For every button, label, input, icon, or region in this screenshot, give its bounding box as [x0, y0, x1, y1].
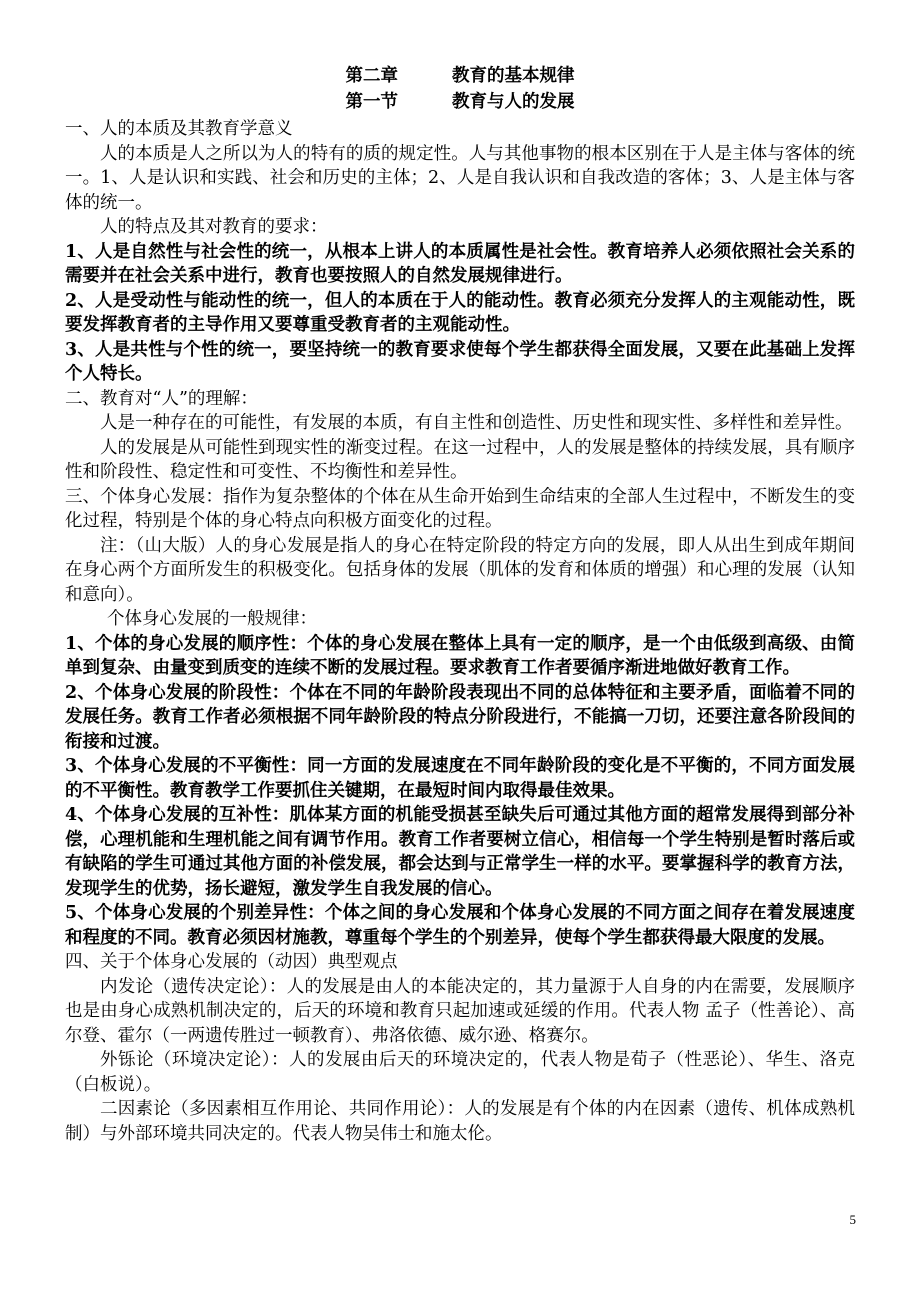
paragraph: 人是一种存在的可能性，有发展的本质，有自主性和创造性、历史性和现实性、多样性和差异性。	[100, 413, 853, 433]
list-item: 2、人是受动性与能动性的统一，但人的本质在于人的能动性。教育必须充分发挥人的主观能动性，既要发挥教育者的主导作用又要尊重受教育者的主观能动性。	[65, 290, 855, 335]
page-number: 5	[849, 1212, 856, 1227]
list-item: 2、个体身心发展的阶段性：个体在不同的年龄阶段表现出不同的总体特征和主要矛盾，面临着不同的发展任务。教育工作者必须根据不同年龄阶段的特点分阶段进行，不能搞一刀切，还要注意各阶段间的衔接和过渡。	[65, 682, 855, 752]
heading-1: 一、人的本质及其教育学意义	[65, 119, 293, 139]
paragraph: 人的发展是从可能性到现实性的渐变过程。在这一过程中，人的发展是整体的持续发展，具有顺序性和阶段性、稳定性和可变性、不均衡性和差异性。	[65, 437, 855, 482]
list-item: 3、个体身心发展的不平衡性：同一方面的发展速度在不同年龄阶段的变化是不平衡的，不同方面发展的不平衡性。教育教学工作要抓住关键期，在最短时间内取得最佳效果。	[65, 756, 855, 801]
body-text	[65, 117, 855, 1146]
paragraph: 内发论（遗传决定论）：人的发展是由人的本能决定的，其力量源于人自身的内在需要，发展顺序也是由身心成熟机制决定的，后天的环境和教育只起加速或延缓的作用。代表人物 孟子（性善论）、高尔登、霍尔（一两遗传胜过一顿教育）、弗洛依德、威尔逊、格赛尔。	[65, 976, 855, 1046]
paragraph: 外铄论（环境决定论）：人的发展由后天的环境决定的，代表人物是荀子（性恶论）、华生、洛克（白板说）。	[65, 1050, 855, 1095]
paragraph: 人的本质是人之所以为人的特有的质的规定性。人与其他事物的根本区别在于人是主体与客体的统一。1、人是认识和实践、社会和历史的主体；2、人是自我认识和自我改造的客体；3、人是主体与客体的统一。	[65, 143, 855, 213]
chapter-label: 第二章	[345, 66, 398, 86]
list-item: 5、个体身心发展的个别差异性：个体之间的身心发展和个体身心发展的不同方面之间存在着发展速度和程度的不同。教育必须因材施教，尊重每个学生的个别差异，使每个学生都获得最大限度的发展。	[65, 903, 855, 948]
heading-4: 四、关于个体身心发展的（动因）典型观点	[65, 952, 398, 972]
subheading: 人的特点及其对教育的要求：	[100, 217, 328, 237]
heading-3: 三、个体身心发展：指作为复杂整体的个体在从生命开始到生命结束的全部人生过程中，不断发生的变化过程，特别是个体的身心特点向积极方面变化的过程。	[65, 486, 855, 531]
heading-2: 二、教育对“人”的理解：	[65, 388, 258, 409]
list-item: 1、个体的身心发展的顺序性：个体的身心发展在整体上具有一定的顺序，是一个由低级到高级、由简单到复杂、由量变到质变的连续不断的发展过程。要求教育工作者要循序渐进地做好教育工作。	[65, 633, 855, 678]
paragraph: 二因素论（多因素相互作用论、共同作用论）：人的发展是有个体的内在因素（遗传、机体成熟机制）与外部环境共同决定的。代表人物吴伟士和施太伦。	[65, 1099, 855, 1144]
subheading: 个体身心发展的一般规律：	[107, 609, 317, 629]
chapter-title: 教育的基本规律	[452, 66, 575, 86]
list-item: 4、个体身心发展的互补性：肌体某方面的机能受损甚至缺失后可通过其他方面的超常发展得到部分补偿，心理机能和生理机能之间有调节作用。教育工作者要树立信心，相信每一个学生特别是暂时落后或有缺陷的学生可通过其他方面的补偿发展，都会达到与正常学生一样的水平。要掌握科学的教育方法，发现学生的优势，扬长避短，激发学生自我发展的信心。	[65, 805, 855, 899]
list-item: 3、人是共性与个性的统一，要坚持统一的教育要求使每个学生都获得全面发展，又要在此基础上发挥个人特长。	[65, 339, 855, 384]
chapter-heading	[0, 64, 920, 89]
section-heading	[0, 90, 920, 115]
note-paragraph: 注：（山大版）人的身心发展是指人的身心在特定阶段的特定方向的发展，即人从出生到成年期间在身心两个方面所发生的积极变化。包括身体的发展（肌体的发育和体质的增强）和心理的发展（认知和意向）。	[65, 535, 855, 605]
list-item: 1、人是自然性与社会性的统一，从根本上讲人的本质属性是社会性。教育培养人必须依照社会关系的需要并在社会关系中进行，教育也要按照人的自然发展规律进行。	[65, 241, 855, 286]
section-title: 教育与人的发展	[452, 92, 575, 112]
section-label: 第一节	[345, 92, 398, 112]
